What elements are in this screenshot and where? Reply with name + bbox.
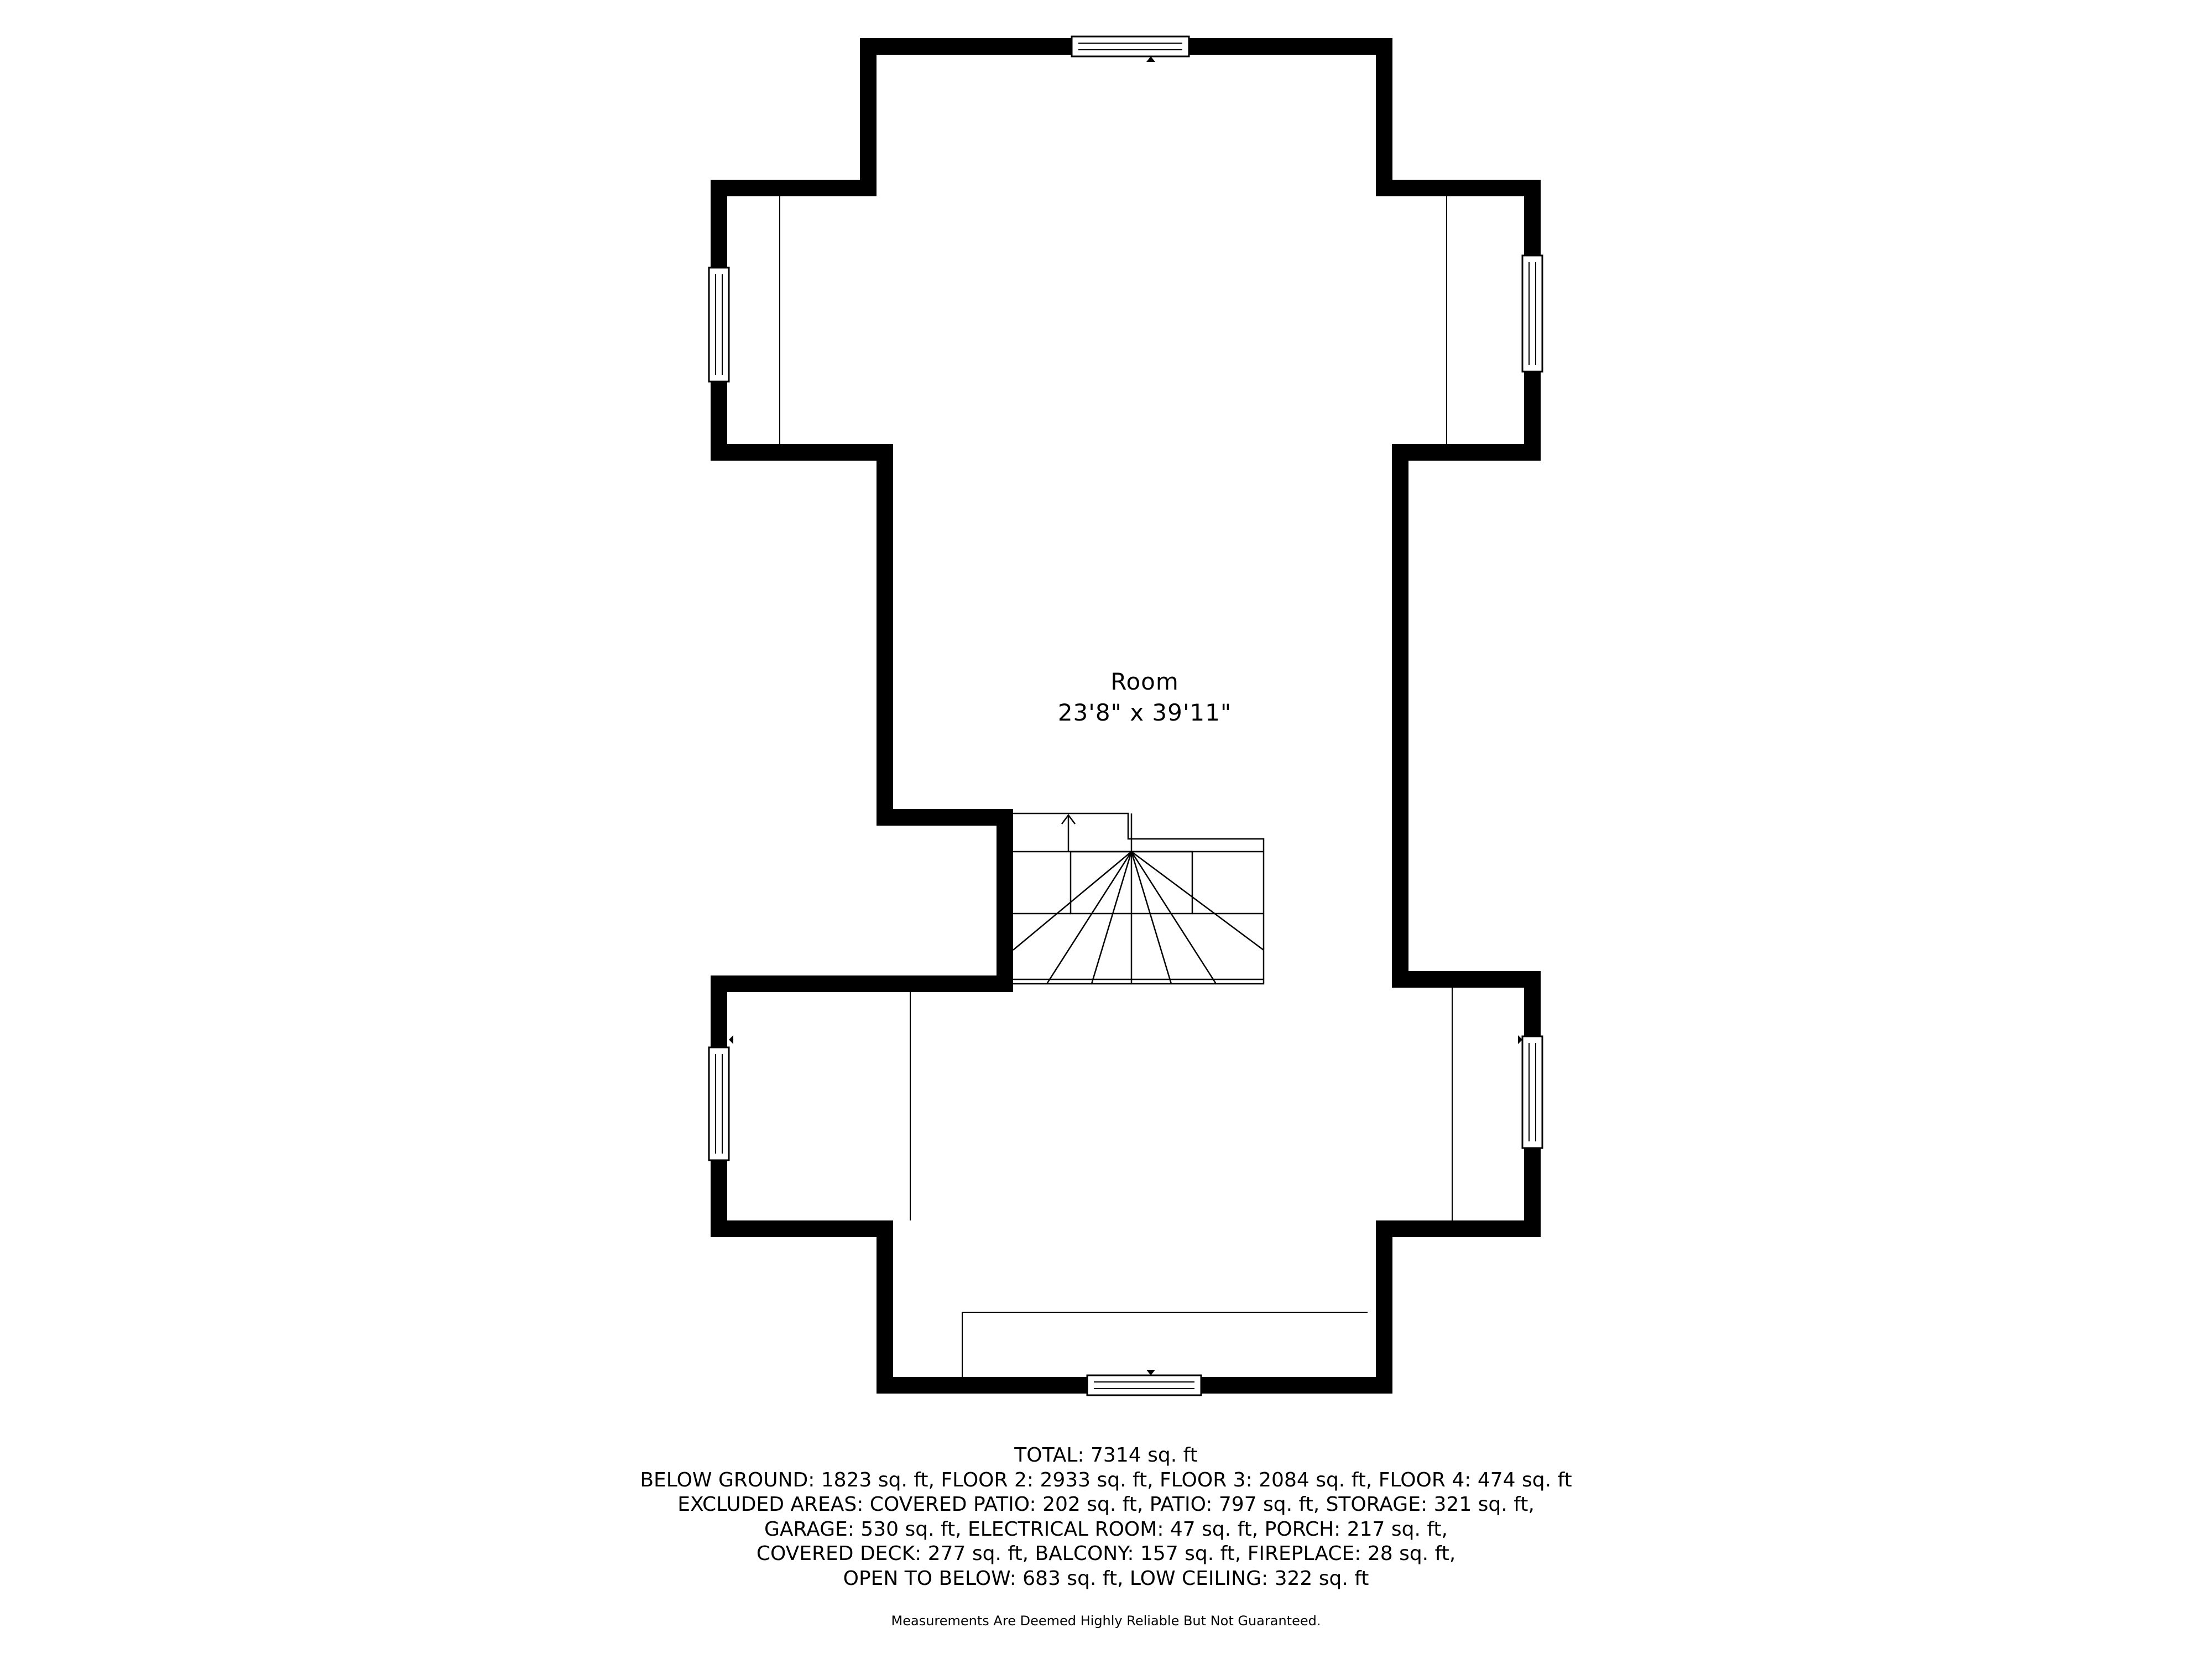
room-name: Room	[1110, 668, 1179, 695]
summary-line: BELOW GROUND: 1823 sq. ft, FLOOR 2: 2933 sq. ft, FLOOR 3: 2084 sq. ft, FLOOR 4: 474 sq. ft	[640, 1468, 1572, 1491]
window-right-lower	[1518, 1035, 1542, 1148]
room-label	[940, 666, 1349, 728]
area-summary	[498, 1443, 1714, 1591]
window-right-upper	[1522, 255, 1542, 372]
summary-line: OPEN TO BELOW: 683 sq. ft, LOW CEILING: 322 sq. ft	[843, 1567, 1369, 1590]
summary-line: EXCLUDED AREAS: COVERED PATIO: 202 sq. ft, PATIO: 797 sq. ft, STORAGE: 321 sq. ft,	[677, 1493, 1535, 1516]
staircase	[1013, 813, 1264, 984]
stair-direction-arrow	[1062, 815, 1075, 852]
summary-line: COVERED DECK: 277 sq. ft, BALCONY: 157 sq. ft, FIREPLACE: 28 sq. ft,	[756, 1542, 1456, 1565]
room-dimensions: 23'8" x 39'11"	[1057, 699, 1232, 726]
summary-line: GARAGE: 530 sq. ft, ELECTRICAL ROOM: 47 sq. ft, PORCH: 217 sq. ft,	[764, 1517, 1448, 1541]
window-top	[1072, 36, 1189, 62]
window-left-upper	[709, 268, 729, 382]
window-bottom	[1087, 1370, 1201, 1395]
disclaimer: Measurements Are Deemed Highly Reliable But Not Guaranteed.	[891, 1613, 1321, 1629]
window-left-lower	[709, 1035, 733, 1160]
summary-line: TOTAL: 7314 sq. ft	[1014, 1444, 1198, 1467]
built-in-bottom	[962, 1312, 1368, 1377]
